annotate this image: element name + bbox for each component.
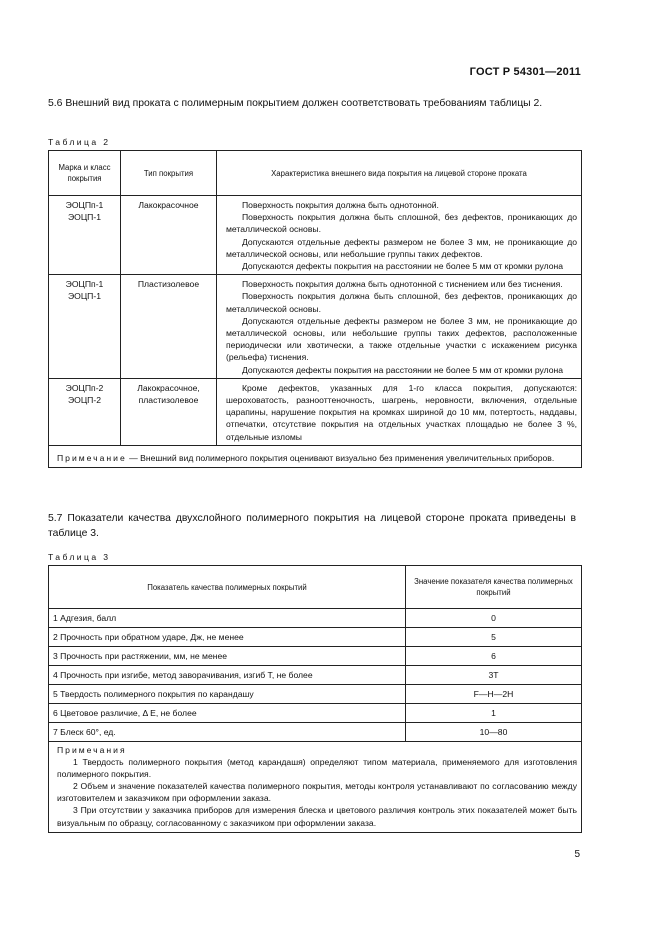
table-2 <box>48 150 582 468</box>
table-2-header-row <box>49 151 582 196</box>
appearance-cell <box>217 196 582 275</box>
column-header-indicator: Показатель качества полимерных покрытий <box>49 566 406 609</box>
appearance-line: Допускаются дефекты покрытия на расстоянии не более 5 мм от кромки рулона <box>242 364 564 375</box>
appearance-line: Поверхность покрытия должна быть сплошной, без дефектов, проникающих до металлической основы. <box>226 212 577 235</box>
grade-cell <box>49 378 121 445</box>
coating-type-cell: Пластизолевое <box>121 275 217 379</box>
indicator-value: 0 <box>406 609 582 628</box>
table-row <box>49 685 582 704</box>
column-header-appearance: Характеристика внешнего вида покрытия на лицевой стороне проката <box>217 151 582 196</box>
appearance-line: Поверхность покрытия должна быть однотонной. <box>242 200 439 210</box>
appearance-cell <box>217 275 582 379</box>
table-2-note-row <box>49 445 582 467</box>
table-row <box>49 196 582 275</box>
table-row <box>49 609 582 628</box>
appearance-line: Кроме дефектов, указанных для 1-го класса покрытия, допускаются: шероховатость, разнооттеночность, шагрень, неровности, включения, отдельные царапины, нарушение покрытия на кромках шириной до 10 мм, потертость, наддавы, отпечатки, отсутствие покрытия на отдельных участках площадью не более 3 %, отдельные изломы <box>226 382 577 442</box>
page-number: 5 <box>574 849 580 860</box>
appearance-line: Допускаются дефекты покрытия на расстоянии не более 5 мм от кромки рулона <box>242 261 564 272</box>
column-header-grade: Марка и класс покрытия <box>49 151 121 196</box>
table-row <box>49 275 582 379</box>
note-item: 2 Объем и значение показателей качества полимерного покрытия, методы контроля устанавливают по согласованию между изготовителем и заказчиком при оформлении заказа. <box>57 781 577 804</box>
indicator-value: 5 <box>406 628 582 647</box>
notes-title: Примечания <box>57 745 127 755</box>
note-item: 3 При отсутствии у заказчика приборов для измерения блеска и цветового различия контроль этих показателей может быть визуальным по образцу, согласованному с заказчиком при оформлении заказа. <box>57 805 577 828</box>
grade-code: ЭОЦПп-1 <box>65 279 104 290</box>
section-5-7-text: 5.7 Показатели качества двухслойного полимерного покрытия на лицевой стороне проката приведены в таблице 3. <box>48 513 576 539</box>
grade-cell <box>49 196 121 275</box>
table-2-note <box>49 445 582 467</box>
grade-code: ЭОЦП-2 <box>67 395 102 406</box>
coating-type-cell: Лакокрасочное <box>121 196 217 275</box>
grade-code: ЭОЦП-1 <box>67 291 102 302</box>
appearance-line: Поверхность покрытия должна быть однотонной с тиснением или без тиснения. <box>242 279 563 290</box>
column-header-value: Значение показателя качества полимерных покрытий <box>406 566 582 609</box>
column-header-type: Тип покрытия <box>121 151 217 196</box>
table-row <box>49 647 582 666</box>
indicator-value: F—H—2H <box>406 685 582 704</box>
appearance-line: Допускаются отдельные дефекты размером не более 3 мм, не проникающие до металлической основы, или небольшие группы таких дефектов, расположенные периодически или хвотически, а также отдельные участки с искажением рисунка (рельефа) тиснения. <box>226 315 577 363</box>
coating-type-cell: Лакокрасочное, пластизолевое <box>121 378 217 445</box>
table-row <box>49 378 582 445</box>
table-row <box>49 723 582 742</box>
note-label: Примечание <box>57 452 127 463</box>
indicator-name: 4 Прочность при изгибе, метод заворачивания, изгиб Т, не более <box>49 666 406 685</box>
grade-code: ЭОЦП-1 <box>67 212 102 223</box>
note-item: 1 Твердость полимерного покрытия (метод карандашя) определяют типом материала, применяемого для изготовления полимерного покрытия. <box>57 757 577 780</box>
appearance-line: Допускаются отдельные дефекты размером не более 3 мм, не проникающие до металлической основы, или небольшие группы таких дефектов. <box>226 236 577 259</box>
table-3-notes-row <box>49 742 582 833</box>
indicator-name: 5 Твердость полимерного покрытия по карандашу <box>49 685 406 704</box>
indicator-name: 1 Адгезия, балл <box>49 609 406 628</box>
indicator-name: 3 Прочность при растяжении, мм, не менее <box>49 647 406 666</box>
table-3-header-row <box>49 566 582 609</box>
indicator-name: 6 Цветовое различие, Δ E, не более <box>49 704 406 723</box>
indicator-value: 10—80 <box>406 723 582 742</box>
table-row <box>49 628 582 647</box>
appearance-cell <box>217 378 582 445</box>
table-row <box>49 704 582 723</box>
table-3 <box>48 565 582 833</box>
standard-header: ГОСТ Р 54301—2011 <box>469 66 581 78</box>
indicator-value: 1 <box>406 704 582 723</box>
table-3-notes <box>49 742 582 833</box>
indicator-name: 7 Блеск 60°, ед. <box>49 723 406 742</box>
indicator-value: 6 <box>406 647 582 666</box>
table-3-caption: Таблица 3 <box>48 552 111 562</box>
table-row <box>49 666 582 685</box>
grade-code: ЭОЦПп-2 <box>65 382 104 393</box>
section-5-6-text: 5.6 Внешний вид проката с полимерным покрытием должен соответствовать требованиям таблицы 2. <box>48 98 543 109</box>
indicator-name: 2 Прочность при обратном ударе, Дж, не менее <box>49 628 406 647</box>
indicator-value: 3Т <box>406 666 582 685</box>
grade-cell <box>49 275 121 379</box>
grade-code: ЭОЦПп-1 <box>65 200 104 210</box>
appearance-line: Поверхность покрытия должна быть сплошной, без дефектов, проникающих до металлической основы. <box>226 291 577 314</box>
note-text: — Внешний вид полимерного покрытия оценивают визуально без применения увеличительных приборов. <box>129 452 555 463</box>
table-2-caption: Таблица 2 <box>48 137 111 147</box>
